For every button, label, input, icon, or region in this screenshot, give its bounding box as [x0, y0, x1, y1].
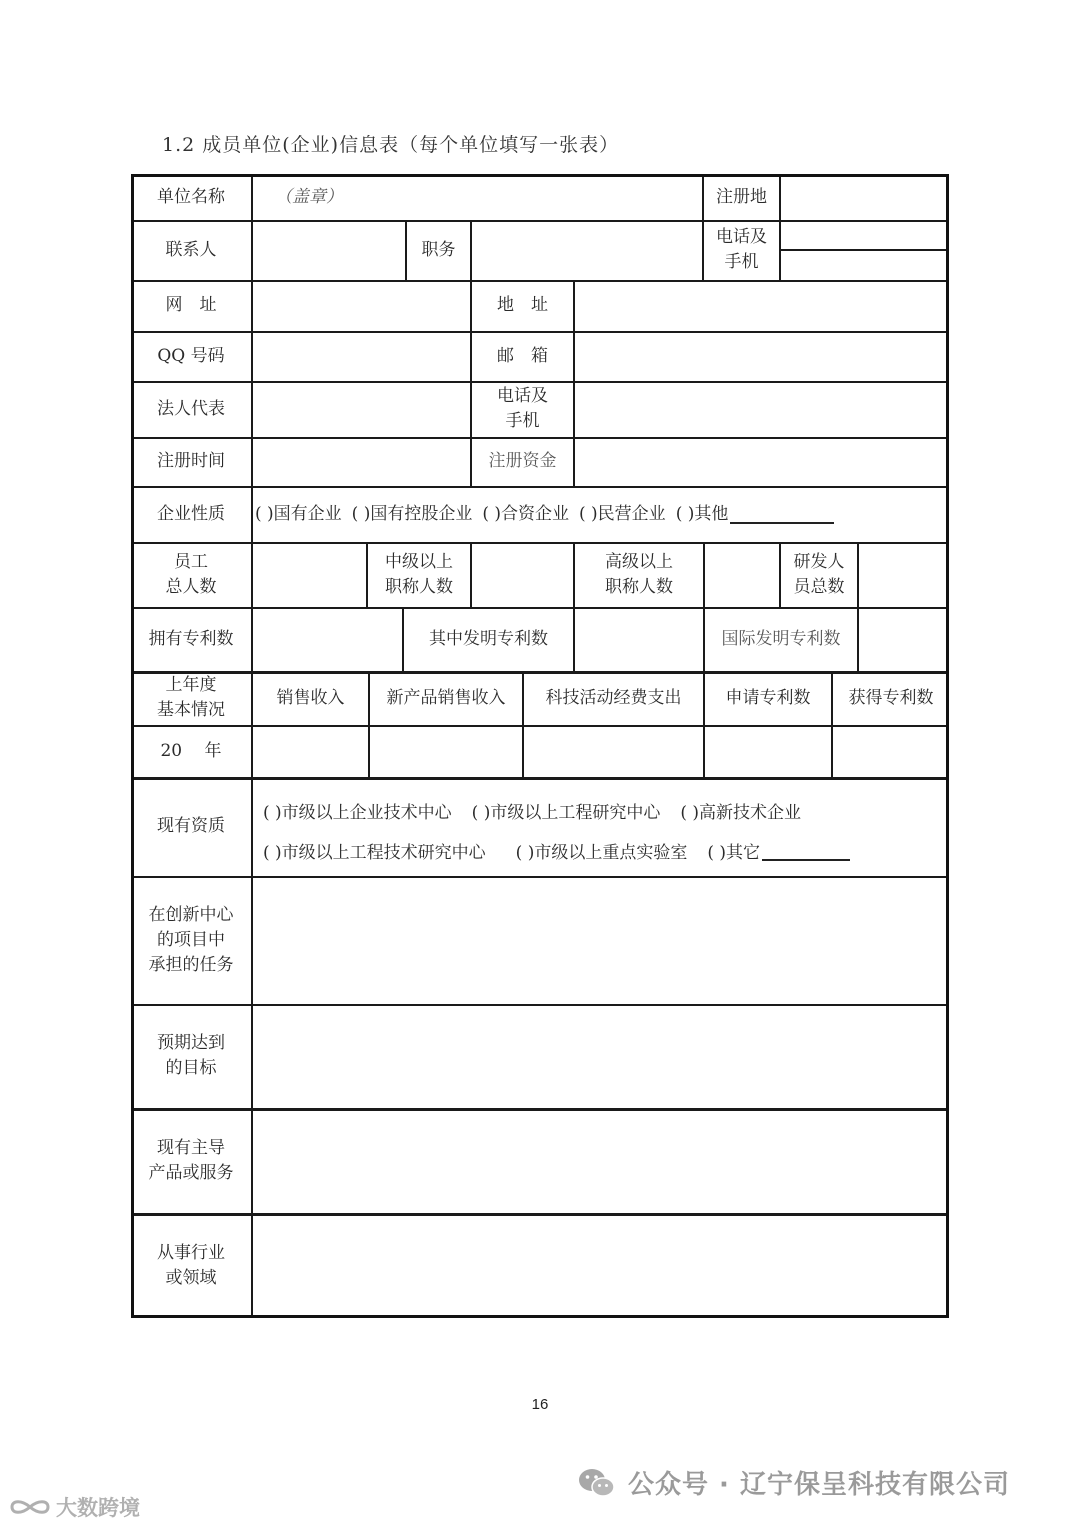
label-phone-contact: 电话及 手机 — [716, 227, 767, 272]
option-state-controlled[interactable]: ( )国有控股企业 — [351, 503, 473, 524]
label-quals: 现有资质 — [157, 816, 225, 836]
label-year: 20 年 — [160, 740, 222, 761]
legal-phone-input[interactable] — [575, 381, 949, 437]
reg-capital-input[interactable] — [575, 437, 949, 486]
option-joint-venture[interactable]: ( )合资企业 — [482, 503, 570, 524]
label-legal-rep: 法人代表 — [157, 398, 225, 419]
qual-engineering-tech-research-center[interactable]: ( )市级以上工程技术研究中心 — [263, 843, 486, 863]
contact-phone-input[interactable] — [781, 220, 949, 249]
qual-enterprise-tech-center[interactable]: ( )市级以上企业技术中心 — [263, 803, 452, 823]
label-intl-patents: 国际发明专利数 — [721, 628, 841, 649]
mid-title-input[interactable] — [472, 542, 573, 607]
infinity-logo-icon — [8, 1495, 52, 1519]
position-input[interactable] — [472, 220, 702, 280]
label-email: 邮 箱 — [497, 345, 548, 366]
label-contact: 联系人 — [165, 239, 217, 260]
products-input[interactable] — [253, 1111, 949, 1213]
wechat-icon — [578, 1467, 616, 1499]
quals-line-2 — [263, 838, 850, 863]
sales-input[interactable] — [253, 725, 368, 777]
label-invention-patents: 其中发明专利数 — [429, 628, 548, 649]
qual-key-laboratory[interactable]: ( )市级以上重点实验室 — [515, 843, 688, 863]
qual-high-tech-enterprise[interactable]: ( )高新技术企业 — [680, 803, 802, 823]
label-patents: 拥有专利数 — [148, 628, 234, 649]
intl-patents-input[interactable] — [859, 607, 949, 671]
tasks-input[interactable] — [253, 878, 949, 1004]
member-info-table — [131, 174, 949, 1318]
page-number: 16 — [531, 1396, 549, 1413]
qual-engineering-research-center[interactable]: ( )市级以上工程研究中心 — [471, 803, 661, 823]
email-input[interactable] — [575, 331, 949, 381]
label-position: 职务 — [421, 239, 456, 260]
contact-input[interactable] — [253, 220, 405, 280]
unit-name-input[interactable]: （盖章） — [275, 186, 343, 207]
header-patent-apply: 申请专利数 — [725, 687, 811, 708]
contact-mobile-input[interactable] — [781, 251, 949, 280]
label-employees: 员工 总人数 — [165, 551, 217, 597]
tech-expense-input[interactable] — [524, 725, 703, 777]
qual-other[interactable]: ( )其它 — [707, 843, 761, 863]
label-phone-legal: 电话及 手机 — [497, 386, 548, 431]
label-nature: 企业性质 — [157, 503, 225, 524]
header-sales: 销售收入 — [276, 687, 345, 708]
page-title: 1.2 成员单位(企业)信息表（每个单位填写一张表） — [162, 134, 620, 156]
label-senior-title: 高级以上 职称人数 — [605, 551, 673, 597]
header-tech-expense: 科技活动经费支出 — [545, 687, 682, 708]
label-website: 网 址 — [165, 295, 217, 315]
label-tasks: 在创新中心 的项目中 承担的任务 — [148, 904, 234, 975]
other-qual-blank[interactable] — [762, 841, 850, 861]
patents-input[interactable] — [253, 607, 402, 671]
industry-input[interactable] — [253, 1216, 949, 1316]
label-reg-time: 注册时间 — [157, 451, 225, 471]
label-industry: 从事行业 或领域 — [157, 1242, 225, 1288]
label-unit-name: 单位名称 — [157, 186, 225, 207]
invention-patents-input[interactable] — [575, 607, 703, 671]
corner-watermark-text: 大数跨境 — [56, 1496, 140, 1520]
other-nature-blank[interactable] — [730, 504, 834, 524]
employees-input[interactable] — [253, 542, 366, 607]
nature-options — [253, 486, 945, 542]
goals-input[interactable] — [253, 1006, 949, 1108]
wechat-account-name: 公众号 · 辽宁保呈科技有限公司 — [628, 1470, 1010, 1500]
wechat-account-watermark — [578, 1464, 1010, 1501]
label-reg-capital: 注册资金 — [488, 451, 557, 471]
new-product-sales-input[interactable] — [370, 725, 522, 777]
label-mid-title: 中级以上 职称人数 — [385, 551, 453, 597]
website-input[interactable] — [253, 280, 470, 331]
label-reg-place: 注册地 — [716, 186, 767, 207]
label-qq: QQ 号码 — [157, 345, 225, 366]
label-goals: 预期达到 的目标 — [157, 1033, 225, 1078]
address-input[interactable] — [575, 280, 949, 331]
reg-place-input[interactable] — [781, 174, 949, 220]
quals-line-1 — [263, 798, 811, 823]
header-new-product-sales: 新产品销售收入 — [386, 687, 506, 708]
patent-granted-input[interactable] — [833, 725, 949, 777]
reg-time-input[interactable] — [253, 437, 470, 486]
option-state-owned[interactable]: ( )国有企业 — [255, 503, 342, 524]
qq-input[interactable] — [253, 331, 470, 381]
option-other[interactable]: ( )其他 — [675, 503, 729, 524]
label-address: 地 址 — [497, 295, 548, 315]
label-last-year: 上年度 基本情况 — [157, 675, 225, 720]
label-rd-staff: 研发人 员总数 — [793, 551, 845, 597]
header-patent-granted: 获得专利数 — [848, 687, 934, 708]
patent-apply-input[interactable] — [705, 725, 831, 777]
label-products: 现有主导 产品或服务 — [148, 1137, 234, 1183]
legal-rep-input[interactable] — [253, 381, 470, 437]
option-private[interactable]: ( )民营企业 — [579, 503, 666, 524]
senior-title-input[interactable] — [705, 542, 779, 607]
corner-watermark — [8, 1492, 140, 1522]
rd-staff-input[interactable] — [859, 542, 949, 607]
